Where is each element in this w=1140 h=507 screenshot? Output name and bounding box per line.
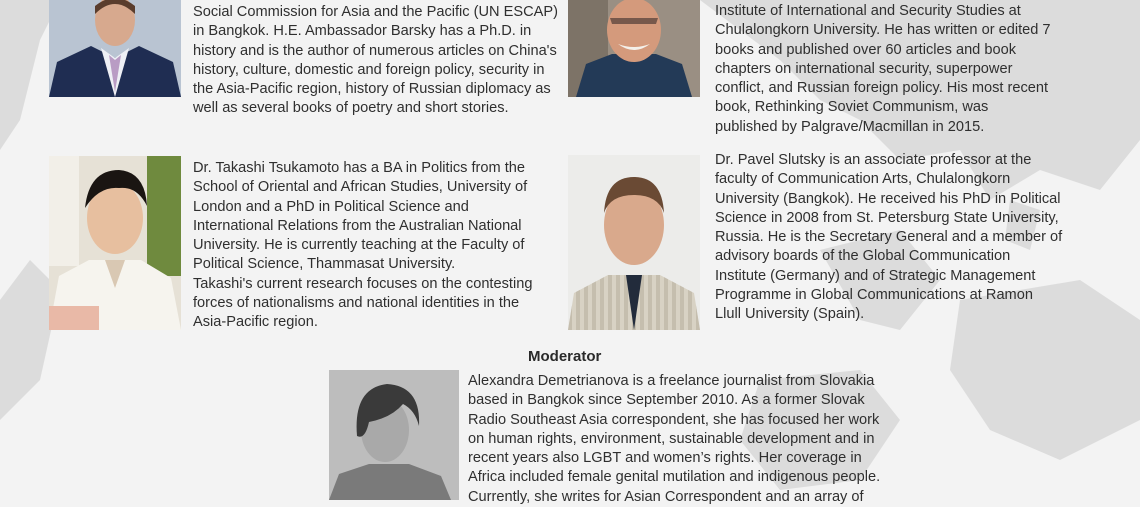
bio-line: Alexandra Demetrianova is a freelance journalist from Slovakia <box>468 373 875 389</box>
bio-line: Dr. Pavel Slutsky is an associate professor at the <box>715 152 1032 168</box>
bio-line: Institute (Germany) and of Strategic Management <box>715 267 1036 284</box>
bio-line: recent years also LGBT and women’s rights. Her coverage in <box>468 450 862 467</box>
bio-line: Science in 2008 from St. Petersburg State University, <box>715 209 1059 226</box>
bio-line: forces of nationalisms and national identities in the <box>193 295 520 312</box>
bio-line: Institute of International and Security Studies at <box>715 3 1021 19</box>
bio-line: Programme in Global Communications at Ramon <box>715 287 1033 304</box>
bio-line: International Relations from the Australian National <box>193 217 522 234</box>
bio-line: history, culture, domestic and foreign policy, security in <box>193 61 545 78</box>
moderator-heading: Moderator <box>528 348 602 365</box>
bio-line: books and published over 60 articles and book <box>715 41 1016 58</box>
bio-line: Llull University (Spain). <box>715 306 865 323</box>
bio-line: well as several books of poetry and short stories. <box>193 100 509 117</box>
bio-line: School of Oriental and African Studies, University of <box>193 179 528 196</box>
speaker-bio-barsky <box>193 3 558 119</box>
bio-line: University. He is currently teaching at the Faculty of <box>193 237 525 254</box>
bio-line: the Asia-Pacific region, history of Russian diplomacy as <box>193 81 551 98</box>
speaker-photo-barsky <box>49 0 181 97</box>
bio-line: Currently, she writes for Asian Correspondent and an array of <box>468 488 864 505</box>
speaker-photo-2 <box>568 0 700 97</box>
bio-line: Social Commission for Asia and the Pacific (UN ESCAP) <box>193 4 558 20</box>
speaker-bio-2 <box>715 2 1051 137</box>
moderator-bio <box>468 372 880 507</box>
bio-line: based in Bangkok since September 2010. As a former Slovak <box>468 392 865 409</box>
speaker-photo-tsukamoto <box>49 156 181 330</box>
bio-line: faculty of Communication Arts, Chulalongkorn <box>715 171 1011 188</box>
bio-line: conflict, and Russian foreign policy. His most recent <box>715 80 1049 97</box>
bio-line: Africa included female genital mutilation and indigenous people. <box>468 469 881 486</box>
bio-line: published by Palgrave/Macmillan in 2015. <box>715 118 985 135</box>
bio-line: Political Science, Thammasat University. <box>193 256 456 273</box>
speaker-bio-slutsky <box>715 151 1062 325</box>
bio-line: history and is the author of numerous articles on China's <box>193 42 557 59</box>
bio-line: chapters on international security, superpower <box>715 60 1013 77</box>
bio-line: Dr. Takashi Tsukamoto has a BA in Politics from the <box>193 160 526 176</box>
bio-line: University (Bangkok). He received his PhD in Political <box>715 190 1061 207</box>
speaker-photo-slutsky <box>568 155 700 330</box>
bio-line: Asia-Pacific region. <box>193 314 318 331</box>
moderator-photo <box>329 370 459 500</box>
bio-line: Radio Southeast Asia correspondent, she has focused her work <box>468 411 880 428</box>
speaker-bio-tsukamoto <box>193 159 532 333</box>
bio-line: book, Rethinking Soviet Communism, was <box>715 99 989 116</box>
bio-line: on human rights, environment, sustainable development and in <box>468 430 875 447</box>
bio-line: advisory boards of the Global Communication <box>715 248 1011 265</box>
bio-line: Takashi's current research focuses on the contesting <box>193 275 533 292</box>
bio-line: in Bangkok. H.E. Ambassador Barsky has a Ph.D. in <box>193 23 532 40</box>
bio-line: Russia. He is the Secretary General and a member of <box>715 229 1063 246</box>
bio-line: Chulalongkorn University. He has written or edited 7 <box>715 22 1051 39</box>
bio-line: London and a PhD in Political Science and <box>193 198 469 215</box>
